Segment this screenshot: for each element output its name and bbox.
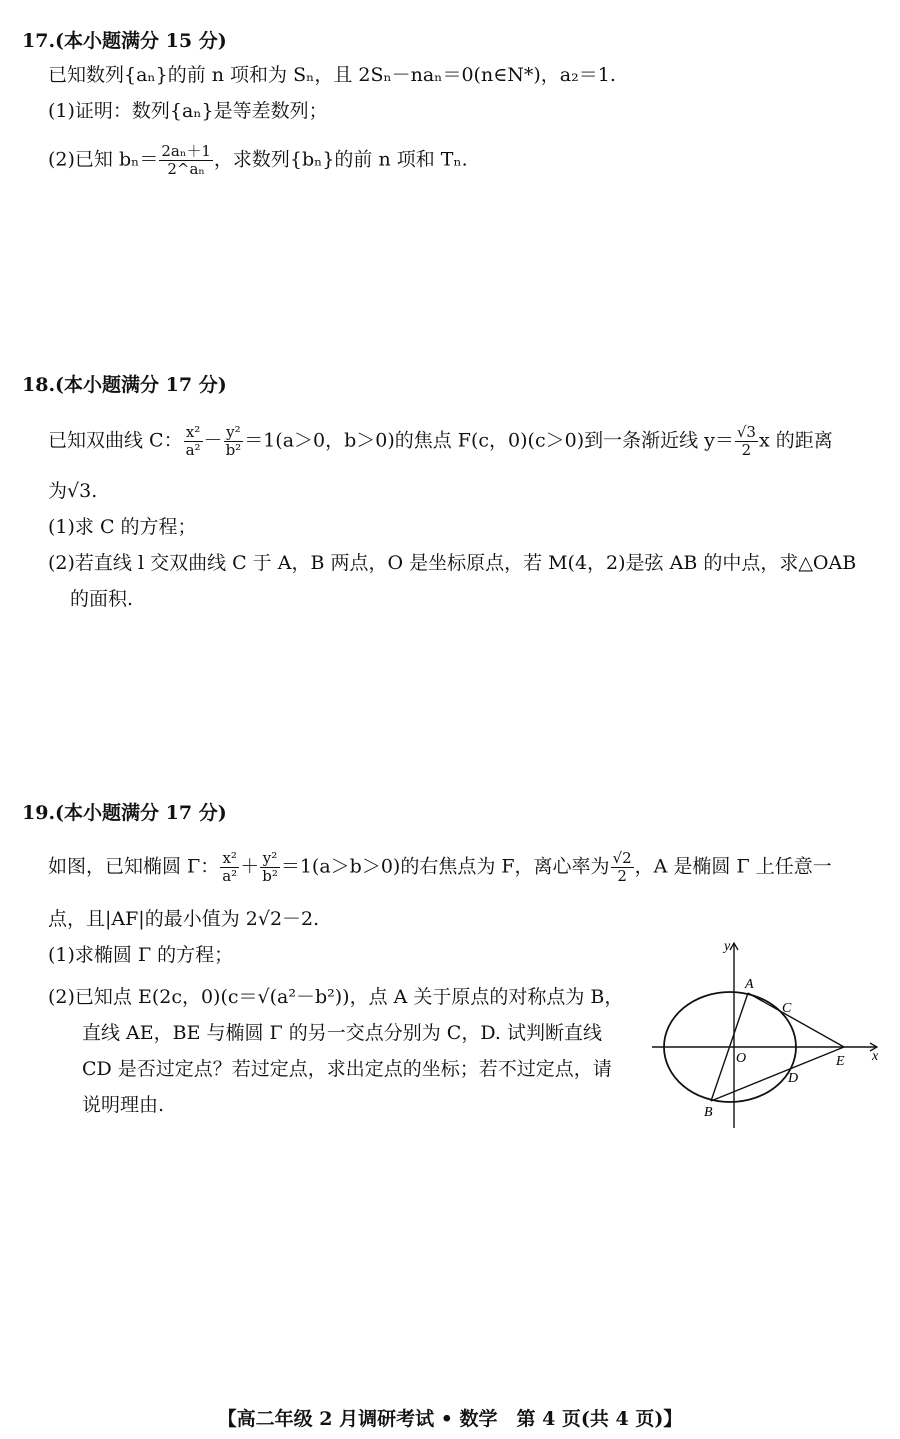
q17-part2-text-b: ，求数列{bₙ}的前 n 项和 Tₙ.: [213, 148, 468, 171]
q19-part2-line3: CD 是否过定点？若过定点，求出定点的坐标；若不过定点，请: [82, 1058, 612, 1080]
q18-text-b: ＝1(a＞0，b＞0)的焦点 F(c，0)(c＞0)到一条渐近线 y＝: [244, 429, 734, 452]
q19-statement: [48, 850, 832, 885]
ellipse-figure: [648, 934, 888, 1134]
q19-text-b: ＝1(a＞b＞0)的右焦点为 F，离心率为: [280, 855, 610, 878]
q19-fraction-y: [260, 850, 280, 885]
q18-minus: －: [203, 429, 223, 452]
q18-fraction-slope: [735, 424, 758, 459]
q19-header: 19.(本小题满分 17 分): [22, 802, 227, 824]
q18-part2: (2)若直线 l 交双曲线 C 于 A，B 两点，O 是坐标原点，若 M(4，2)是弦 AB 的中点，求△OAB: [48, 552, 857, 574]
q19-frac3-den: 2: [617, 867, 627, 885]
label-O: O: [736, 1051, 747, 1066]
q18-header: 18.(本小题满分 17 分): [22, 374, 227, 396]
q19-part2: (2)已知点 E(2c，0)(c＝√(a²－b²))，点 A 关于原点的对称点为 B，: [48, 986, 624, 1008]
q19-text-c: ，A 是椭圆 Γ 上任意一: [634, 855, 832, 878]
q19-part1: (1)求椭圆 Γ 的方程；: [48, 944, 234, 966]
q19-part2-line4: 说明理由.: [82, 1094, 165, 1116]
q18-frac1-den: a²: [185, 441, 201, 459]
label-B: B: [704, 1105, 713, 1120]
q19-frac1-num: x²: [220, 850, 239, 868]
q18-text-c: x 的距离: [758, 429, 833, 452]
q19-frac2-den: b²: [262, 867, 278, 885]
q18-statement-cont: 为√3.: [48, 480, 98, 502]
page-footer: 【高二年级 2 月调研考试 • 数学 第 4 页(共 4 页)】: [217, 1408, 683, 1430]
label-y: y: [724, 939, 731, 954]
q17-header: 17.(本小题满分 15 分): [22, 30, 227, 52]
label-D: D: [788, 1071, 799, 1086]
q18-frac1-num: x²: [184, 424, 203, 442]
q18-text-a: 已知双曲线 C：: [48, 429, 183, 452]
q17-bn-numerator: 2aₙ＋1: [161, 142, 211, 160]
q18-fraction-y: [224, 424, 244, 459]
q18-fraction-x: [184, 424, 203, 459]
q18-frac2-den: b²: [225, 441, 242, 459]
q17-bn-fraction: [159, 143, 213, 178]
q17-bn-denominator: 2^aₙ: [167, 160, 205, 178]
label-E: E: [836, 1054, 845, 1069]
q18-part1: (1)求 C 的方程；: [48, 516, 197, 538]
label-A: A: [745, 977, 754, 992]
q17-statement: 已知数列{aₙ}的前 n 项和为 Sₙ，且 2Sₙ－naₙ＝0(n∈N*)，a₂＝1.: [48, 64, 616, 86]
q19-statement-cont: 点，且|AF|的最小值为 2√2－2.: [48, 908, 320, 930]
q19-fraction-ecc: [611, 850, 634, 885]
q18-frac3-den: 2: [741, 441, 752, 459]
q19-frac2-num: y²: [260, 850, 280, 868]
q19-plus: ＋: [240, 855, 260, 878]
q18-part2-cont: 的面积.: [70, 588, 134, 610]
q19-frac3-num: √2: [612, 849, 632, 867]
q18-frac2-num: y²: [224, 424, 244, 442]
label-C: C: [782, 1001, 792, 1016]
q18-statement: [48, 424, 833, 459]
q17-part2: [48, 143, 468, 178]
q17-part1: (1)证明：数列{aₙ}是等差数列；: [48, 100, 328, 122]
label-x: x: [872, 1049, 879, 1064]
segment-BE: [711, 1047, 844, 1101]
q19-text-a: 如图，已知椭圆 Γ：: [48, 855, 220, 878]
q19-part2-line2: 直线 AE，BE 与椭圆 Γ 的另一交点分别为 C，D. 试判断直线: [82, 1022, 602, 1044]
q17-part2-text-a: (2)已知 bₙ＝: [48, 148, 159, 171]
q19-fraction-x: [220, 850, 239, 885]
q18-frac3-num: √3: [736, 423, 756, 441]
q19-frac1-den: a²: [222, 867, 238, 885]
